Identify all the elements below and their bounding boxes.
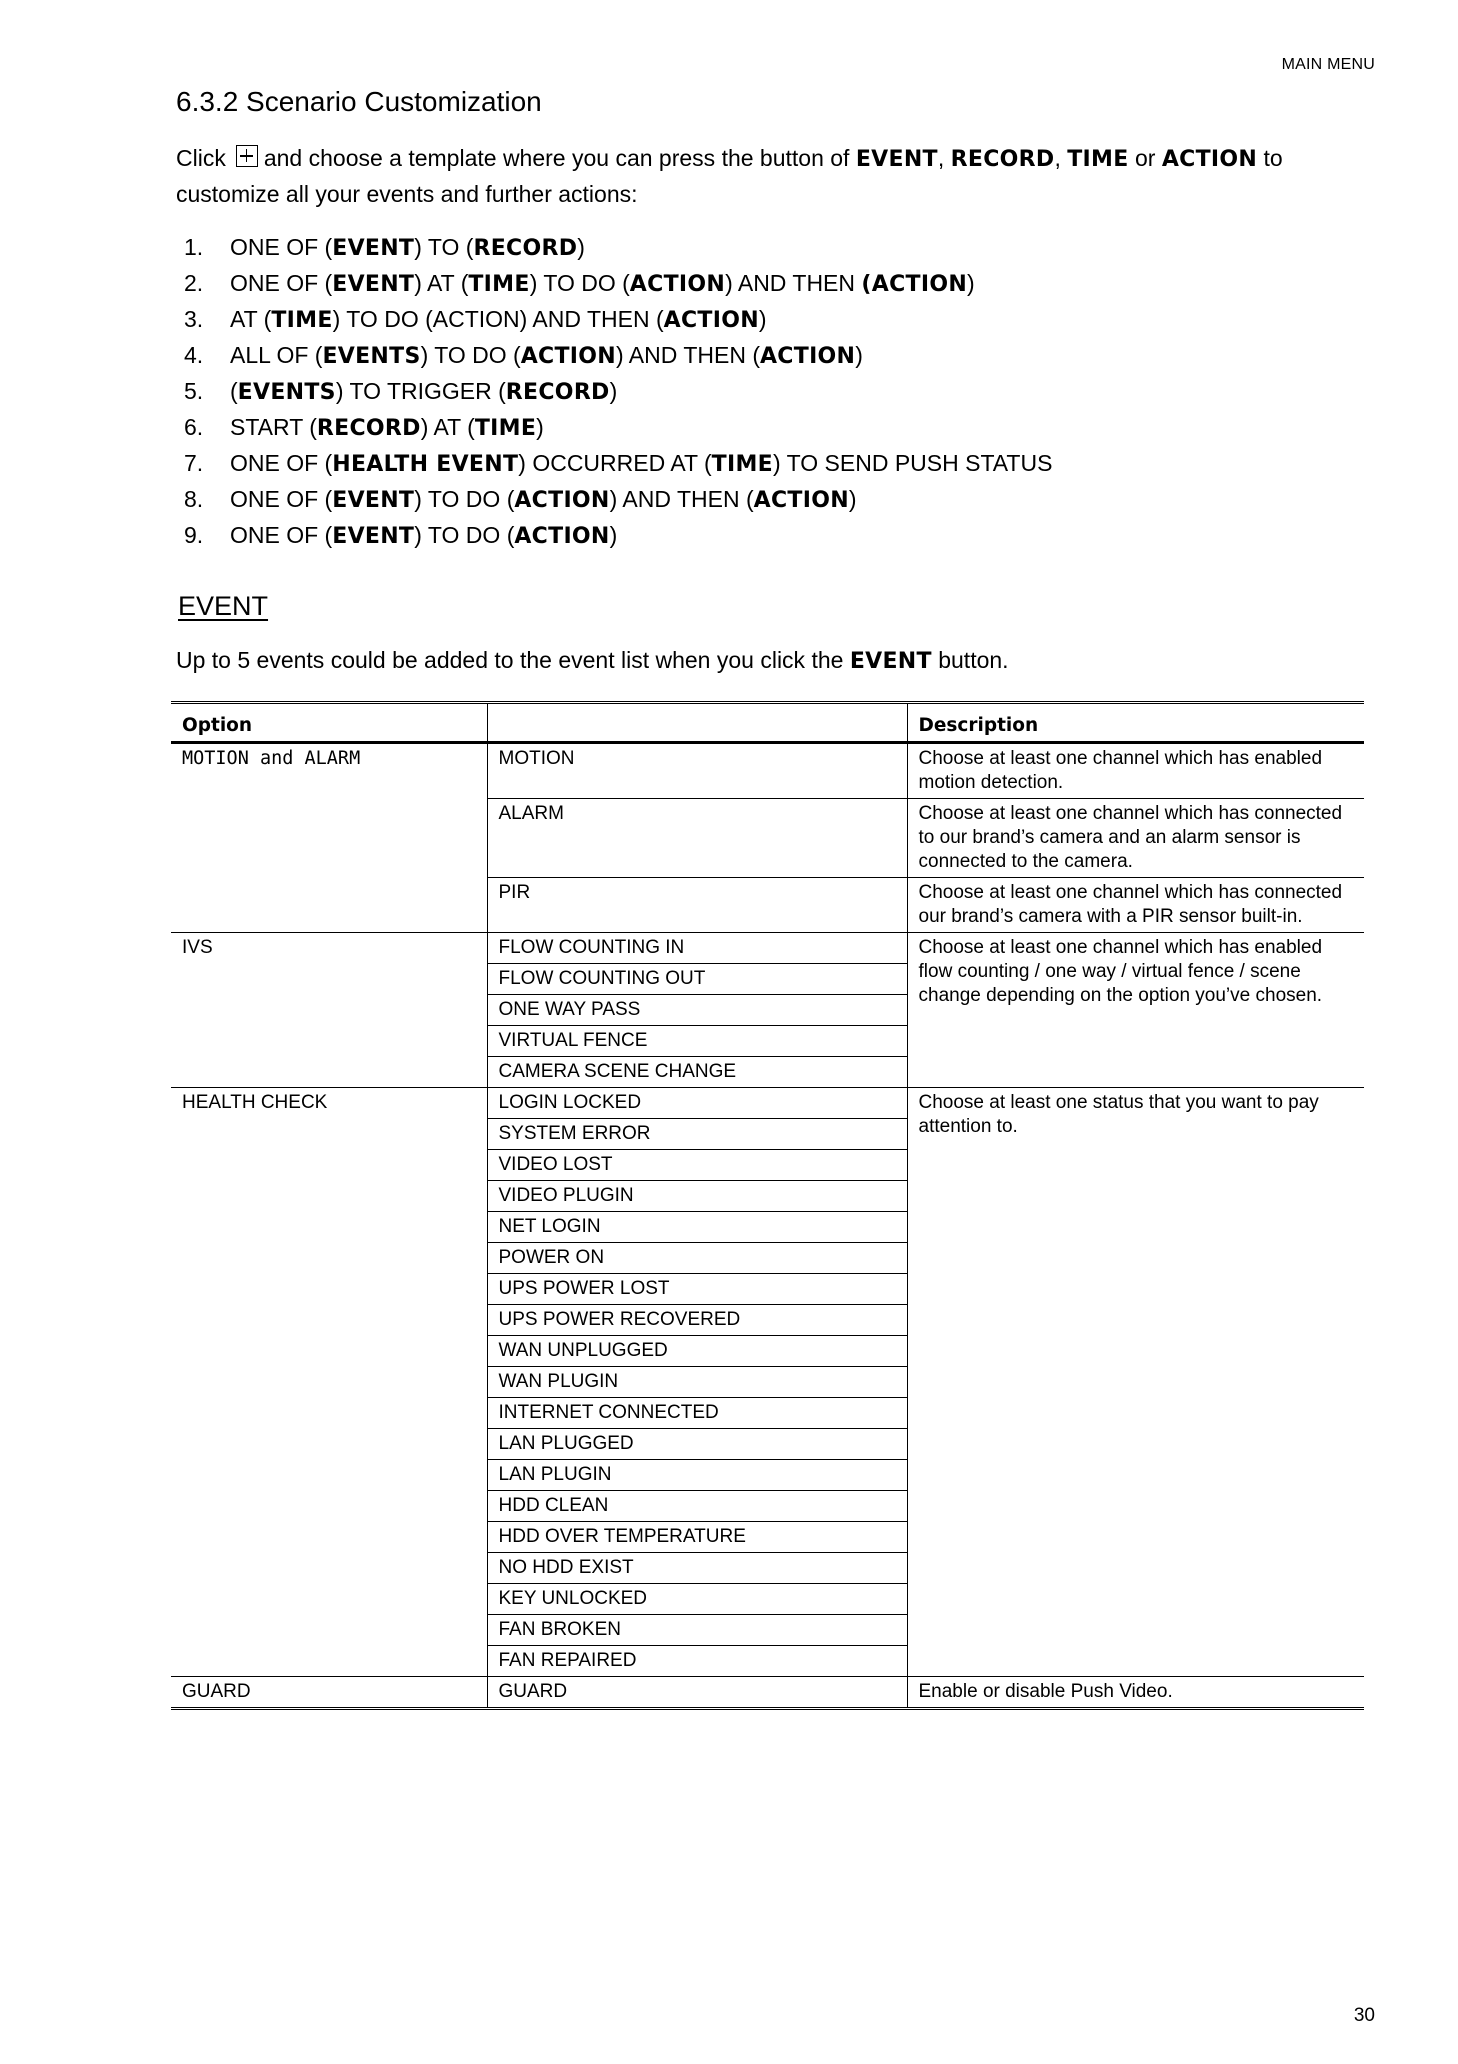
item-cell: UPS POWER RECOVERED xyxy=(487,1305,907,1336)
item-cell: UPS POWER LOST xyxy=(487,1274,907,1305)
scenario-keyword: TIME xyxy=(468,272,530,297)
sep1: , xyxy=(937,145,945,171)
item-cell: MOTION xyxy=(487,743,907,799)
scenario-text: ALL OF ( xyxy=(230,342,323,368)
item-cell: ALARM xyxy=(487,799,907,878)
table-header-row xyxy=(171,703,1364,743)
item-cell: GUARD xyxy=(487,1677,907,1709)
scenario-text: START ( xyxy=(230,414,317,440)
scenario-text: ) AT ( xyxy=(414,270,469,296)
kw-record: RECORD xyxy=(950,147,1055,172)
scenario-text: ) AND THEN ( xyxy=(616,342,760,368)
add-plus-icon xyxy=(236,145,258,167)
scenario-number: 9. xyxy=(184,522,204,548)
header-option: Option xyxy=(182,715,253,736)
intro-click: Click xyxy=(176,145,226,171)
kw-action: ACTION xyxy=(1161,147,1258,172)
scenario-keyword: ACTION xyxy=(520,344,616,369)
scenario-keyword: HEALTH EVENT xyxy=(332,452,519,477)
option-cell: MOTION and ALARM xyxy=(171,743,487,933)
scenario-keyword: ACTION xyxy=(753,488,849,513)
scenario-text: ) AND THEN xyxy=(725,270,862,296)
table-row xyxy=(171,933,1364,964)
intro-text2: to customize all your events and further actions: xyxy=(176,145,1283,207)
scenario-item xyxy=(184,409,1052,445)
event-heading: EVENT xyxy=(178,591,269,621)
event-text-before: Up to 5 events could be added to the event list when you click the xyxy=(176,647,844,673)
scenario-text: ) TO DO ( xyxy=(420,342,521,368)
scenario-text: ) TO ( xyxy=(414,234,474,260)
scenario-text: ) xyxy=(855,342,863,368)
scenario-text: ONE OF ( xyxy=(230,270,333,296)
item-cell: VIRTUAL FENCE xyxy=(487,1026,907,1057)
sep2: , xyxy=(1054,145,1061,171)
scenario-text: ) xyxy=(967,270,975,296)
table-row xyxy=(171,1677,1364,1709)
item-cell: POWER ON xyxy=(487,1243,907,1274)
scenario-number: 5. xyxy=(184,378,204,404)
scenario-text: ( xyxy=(230,378,238,404)
item-cell: LAN PLUGGED xyxy=(487,1429,907,1460)
item-cell: HDD OVER TEMPERATURE xyxy=(487,1522,907,1553)
item-cell: CAMERA SCENE CHANGE xyxy=(487,1057,907,1088)
table-row xyxy=(171,1088,1364,1119)
scenario-keyword: TIME xyxy=(271,308,333,333)
item-cell: FLOW COUNTING IN xyxy=(487,933,907,964)
scenario-item xyxy=(184,517,1052,553)
description-cell: Choose at least one channel which has enabled flow counting / one way / virtual fence / scene change depending on the option you’ve chosen. xyxy=(907,933,1364,1088)
scenario-keyword: ACTION xyxy=(629,272,726,297)
option-cell: GUARD xyxy=(171,1677,487,1709)
scenario-text: ) AND THEN ( xyxy=(609,486,754,512)
scenario-text: ONE OF ( xyxy=(230,486,333,512)
item-cell: NET LOGIN xyxy=(487,1212,907,1243)
scenario-item xyxy=(184,301,1052,337)
scenario-keyword: TIME xyxy=(474,416,537,441)
kw-time: TIME xyxy=(1067,147,1129,172)
item-cell: ONE WAY PASS xyxy=(487,995,907,1026)
scenario-keyword: RECORD xyxy=(316,416,421,441)
description-cell: Choose at least one channel which has connected to our brand’s camera and an alarm sensor is connected to the camera. xyxy=(907,799,1364,878)
scenario-keyword: (ACTION xyxy=(861,272,968,297)
item-cell: HDD CLEAN xyxy=(487,1491,907,1522)
scenario-text: ) TO TRIGGER ( xyxy=(335,378,506,404)
scenario-keyword: EVENT xyxy=(332,272,415,297)
scenario-item xyxy=(184,337,1052,373)
item-cell: KEY UNLOCKED xyxy=(487,1584,907,1615)
item-cell: VIDEO LOST xyxy=(487,1150,907,1181)
item-cell: WAN PLUGIN xyxy=(487,1367,907,1398)
event-paragraph xyxy=(176,647,1009,674)
item-cell: LAN PLUGIN xyxy=(487,1460,907,1491)
scenario-text: ) TO SEND PUSH STATUS xyxy=(772,450,1053,476)
option-cell: IVS xyxy=(171,933,487,1088)
scenario-keyword: EVENT xyxy=(332,488,415,513)
scenario-text: ) OCCURRED AT ( xyxy=(518,450,712,476)
scenario-item xyxy=(184,229,1052,265)
scenario-keyword: EVENT xyxy=(332,236,415,261)
scenario-keyword: EVENT xyxy=(332,524,415,549)
page-number: 30 xyxy=(1353,2005,1375,2026)
scenario-keyword: ACTION xyxy=(663,308,759,333)
item-cell: FLOW COUNTING OUT xyxy=(487,964,907,995)
scenario-text: ONE OF ( xyxy=(230,450,333,476)
intro-text1: and choose a template where you can press the button of xyxy=(263,145,850,171)
scenario-keyword: ACTION xyxy=(514,488,610,513)
scenario-item xyxy=(184,481,1052,517)
scenario-text: ) xyxy=(848,486,857,512)
scenario-text: ONE OF ( xyxy=(230,234,333,260)
scenario-number: 1. xyxy=(184,234,204,260)
description-cell: Choose at least one channel which has enabled motion detection. xyxy=(907,743,1364,799)
item-cell: FAN REPAIRED xyxy=(487,1646,907,1677)
description-cell: Enable or disable Push Video. xyxy=(907,1677,1364,1709)
scenario-number: 2. xyxy=(184,270,204,296)
scenario-number: 8. xyxy=(184,486,204,512)
intro-paragraph xyxy=(176,141,1376,212)
scenario-number: 7. xyxy=(184,450,204,476)
scenario-keyword: ACTION xyxy=(759,344,856,369)
scenario-number: 6. xyxy=(184,414,204,440)
item-cell: LOGIN LOCKED xyxy=(487,1088,907,1119)
scenario-text: ) TO DO ( xyxy=(529,270,630,296)
item-cell: NO HDD EXIST xyxy=(487,1553,907,1584)
event-text-after: button. xyxy=(938,647,1009,673)
item-cell: SYSTEM ERROR xyxy=(487,1119,907,1150)
item-cell: WAN UNPLUGGED xyxy=(487,1336,907,1367)
scenario-text: ONE OF ( xyxy=(230,522,333,548)
scenario-text: ) AT ( xyxy=(420,414,475,440)
scenario-text: ) xyxy=(536,414,544,440)
scenario-keyword: TIME xyxy=(711,452,773,477)
header-description: Description xyxy=(918,715,1039,736)
scenario-keyword: ACTION xyxy=(514,524,610,549)
item-cell: INTERNET CONNECTED xyxy=(487,1398,907,1429)
option-cell: HEALTH CHECK xyxy=(171,1088,487,1677)
scenario-keyword: RECORD xyxy=(505,380,610,405)
scenario-number: 3. xyxy=(184,306,204,332)
scenario-number: 4. xyxy=(184,342,204,368)
description-cell: Choose at least one channel which has connected our brand’s camera with a PIR sensor built-in. xyxy=(907,878,1364,933)
scenario-keyword: RECORD xyxy=(473,236,578,261)
scenario-text: ) xyxy=(758,306,767,332)
scenario-item xyxy=(184,265,1052,301)
event-keyword: EVENT xyxy=(849,649,932,674)
item-cell: FAN BROKEN xyxy=(487,1615,907,1646)
scenario-item xyxy=(184,445,1052,481)
scenario-text: ) TO DO ( xyxy=(414,486,515,512)
event-table xyxy=(171,701,1364,1710)
scenario-text: ) xyxy=(609,522,618,548)
item-cell: VIDEO PLUGIN xyxy=(487,1181,907,1212)
table-row xyxy=(171,743,1364,799)
scenario-keyword: EVENTS xyxy=(237,380,336,405)
table-body xyxy=(171,743,1364,1709)
kw-event: EVENT xyxy=(855,147,938,172)
description-cell: Choose at least one status that you want to pay attention to. xyxy=(907,1088,1364,1677)
running-header: MAIN MENU xyxy=(1281,56,1375,73)
scenario-text: ) xyxy=(577,234,585,260)
scenario-text: AT ( xyxy=(230,306,272,332)
scenario-text: ) xyxy=(609,378,618,404)
scenario-keyword: EVENTS xyxy=(322,344,421,369)
section-title: 6.3.2 Scenario Customization xyxy=(176,86,542,117)
header-blank xyxy=(487,703,907,743)
scenario-item xyxy=(184,373,1052,409)
scenario-text: ) TO DO (ACTION) AND THEN ( xyxy=(332,306,664,332)
intro-or: or xyxy=(1134,145,1156,171)
item-cell: PIR xyxy=(487,878,907,933)
scenario-list xyxy=(184,229,1052,553)
scenario-text: ) TO DO ( xyxy=(414,522,515,548)
